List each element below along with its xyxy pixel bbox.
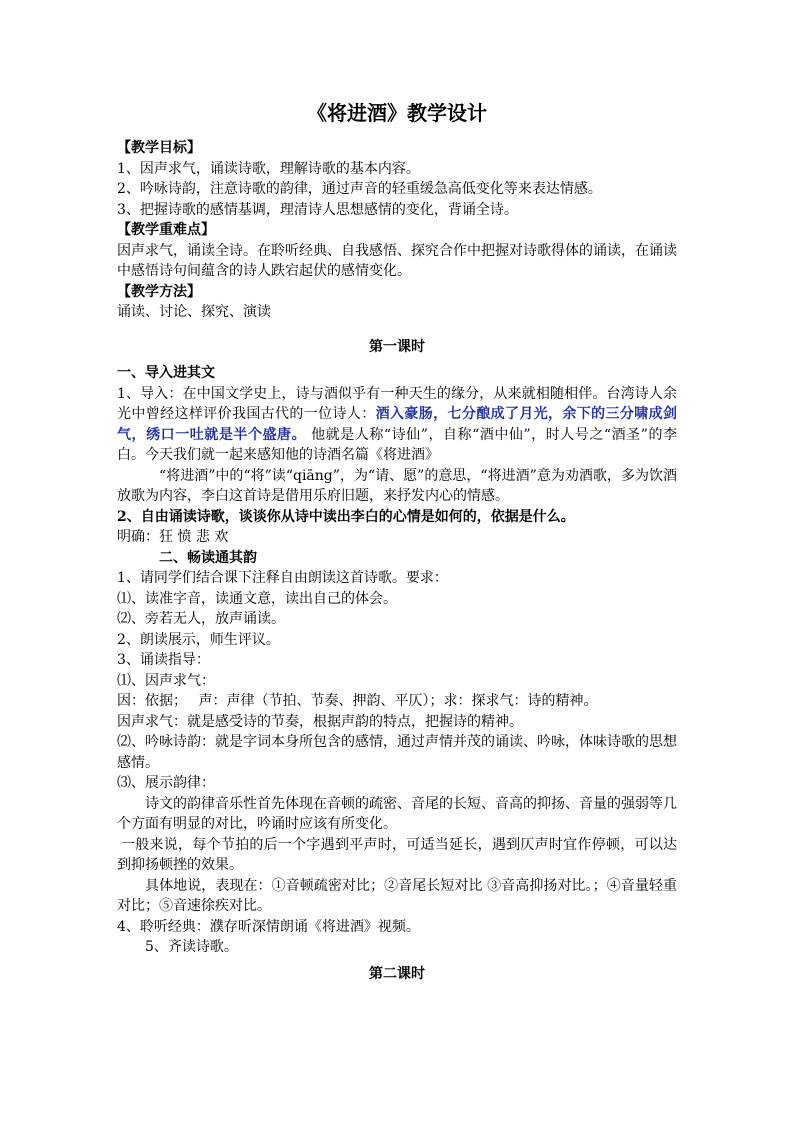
title-explanation: “将进酒”中的“将”读“qiāng”，为“请、愿”的意思，“将进酒”意为劝酒歌，多为饮酒放歌为内容，李白这首诗是借用乐府旧题，来抒发内心的情感。 [117, 467, 677, 504]
rhythm-paragraph-2: 一般来说，每个节拍的后一个字遇到平声时，可适当延长，遇到仄声时宜作停顿，可以达到抑扬顿挫的效果。 [117, 836, 677, 873]
goal-item-2: 2、吟咏诗韵，注意诗歌的韵律，通过声音的轻重缓急高低变化等来表达情感。 [117, 181, 602, 197]
intro-text-b: 他就是人称“诗仙”，自称“酒中仙”，时人号之“酒圣”的李白。今天我们就一起来感知他的诗酒名篇《将进酒》 [117, 426, 677, 463]
methods-heading: 【教学方法】 [117, 283, 201, 300]
lesson1-heading: 第一课时 [369, 338, 425, 355]
step-3a-explanation: 因声求气：就是感受诗的节奏，根据声韵的特点，把握诗的精神。 [117, 713, 523, 730]
goals-heading: 【教学目标】 [117, 140, 201, 156]
step-5: 5、齐读诗歌。 [145, 939, 238, 955]
intro-quote: 酒入豪肠，七分酿成了月光，余下的三分啸成剑气，绣口一吐就是半个盛唐。 [117, 406, 678, 443]
step-3c: ⑶、展示韵律： [117, 775, 215, 791]
answer-text: 明确：狂 愤 悲 欢 [117, 529, 229, 545]
step-3a: ⑴、因声求气： [117, 672, 215, 689]
goal-item-1: 1、因声求气，诵读诗歌，理解诗歌的基本内容。 [117, 160, 420, 177]
step-1a: ⑴、读准字音，读通文意，读出自己的体会。 [117, 590, 397, 607]
lesson2-heading: 第二课时 [369, 965, 425, 982]
document-page [117, 100, 677, 984]
question-2: 2、自由诵读诗歌，谈谈你从诗中读出李白的心情是如何的，依据是什么。 [117, 508, 575, 525]
step-1: 1、请同学们结合课下注释自由朗读这首诗歌。要求： [117, 570, 448, 586]
step-3: 3、诵读指导： [117, 652, 210, 668]
step-3b: ⑵、吟咏诗韵：就是字词本身所包含的感情，通过声情并茂的诵读、吟咏，体味诗歌的思想感情。 [117, 734, 677, 771]
step-3a-definition: 因：依据； 声：声律（节拍、节奏、押韵、平仄）；求：探求气：诗的精神。 [117, 693, 598, 709]
key-points-heading: 【教学重难点】 [117, 222, 215, 238]
intro-text-a: 1、导入：在中国文学史上，诗与酒似乎有一种天生的缘分，从来就相随相伴。台湾诗人余光中曾经这样评价我国古代的一位诗人： [117, 385, 677, 422]
goal-item-3: 3、把握诗歌的感情基调，理清诗人思想感情的变化，背诵全诗。 [117, 201, 518, 218]
rhythm-paragraph-3: 具体地说，表现在：①音顿疏密对比；②音尾长短对比 ③音高抑扬对比。；④音量轻重对比；⑤音速徐疾对比。 [117, 877, 677, 914]
step-1b: ⑵、旁若无人，放声诵读。 [117, 611, 285, 627]
methods-text: 诵读、讨论、探究、演读 [117, 304, 271, 320]
step-4: 4、聆听经典：濮存昕深情朗诵《将进酒》视频。 [117, 918, 420, 935]
section2-heading: 二、畅读通其韵 [159, 549, 257, 566]
rhythm-paragraph-1: 诗文的韵律音乐性首先体现在音顿的疏密、音尾的长短、音高的抑扬、音量的强弱等几个方面有明显的对比，吟诵时应该有所变化。 [117, 795, 677, 832]
step-2: 2、朗读展示，师生评议。 [117, 631, 280, 648]
section1-heading: 一、导入进其文 [117, 365, 215, 381]
document-title: 《将进酒》教学设计 [307, 101, 487, 125]
intro-paragraph [117, 384, 677, 466]
key-points-text: 因声求气，诵读全诗。在聆听经典、自我感悟、探究合作中把握对诗歌得体的诵读，在诵读中感悟诗句间蕴含的诗人跌宕起伏的感情变化。 [117, 242, 677, 279]
